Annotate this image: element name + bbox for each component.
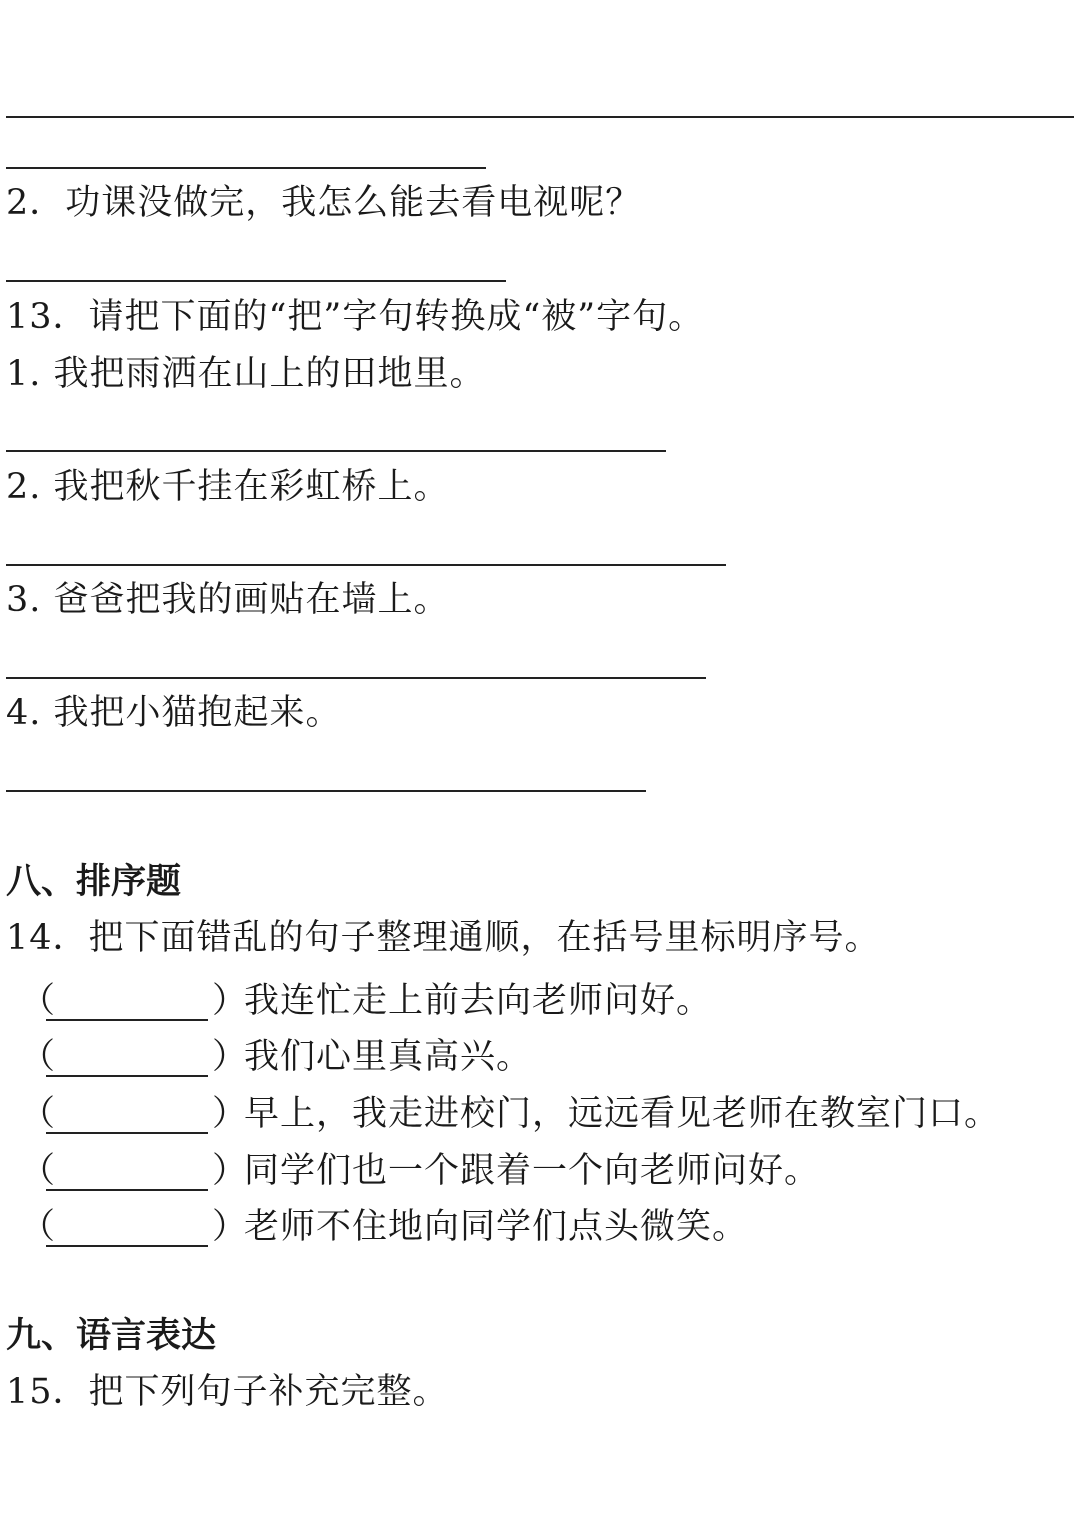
order-number-blank[interactable] xyxy=(46,985,208,1021)
answer-line[interactable] xyxy=(6,116,1074,118)
question-15-prompt: 15．把下列句子补充完整。 xyxy=(6,1372,449,1412)
answer-line[interactable] xyxy=(6,790,646,792)
close-paren: ） xyxy=(212,1207,248,1247)
order-number-blank[interactable] xyxy=(46,1098,208,1134)
question-2-text: 2．功课没做完，我怎么能去看电视呢？ xyxy=(6,183,642,223)
order-sentence: 我们心里真高兴。 xyxy=(244,1037,533,1077)
section-9-heading: 九、语言表达 xyxy=(6,1316,217,1356)
order-sentence: 老师不住地向同学们点头微笑。 xyxy=(244,1207,749,1247)
order-row-5 xyxy=(20,1201,748,1247)
open-paren: （ xyxy=(20,981,56,1021)
q13-item-4: 4. 我把小猫抱起来。 xyxy=(6,693,342,733)
close-paren: ） xyxy=(212,1151,248,1191)
open-paren: （ xyxy=(20,1207,56,1247)
order-sentence: 早上，我走进校门，远远看见老师在教室门口。 xyxy=(244,1094,1001,1134)
order-row-1 xyxy=(20,975,712,1021)
order-sentence: 同学们也一个跟着一个向老师问好。 xyxy=(244,1151,821,1191)
q13-item-2: 2. 我把秋千挂在彩虹桥上。 xyxy=(6,467,450,507)
order-row-2 xyxy=(20,1031,532,1077)
open-paren: （ xyxy=(20,1094,56,1134)
close-paren: ） xyxy=(212,981,248,1021)
close-paren: ） xyxy=(212,1094,248,1134)
close-paren: ） xyxy=(212,1037,248,1077)
order-number-blank[interactable] xyxy=(46,1155,208,1191)
answer-line[interactable] xyxy=(6,564,726,566)
order-sentence: 我连忙走上前去向老师问好。 xyxy=(244,981,713,1021)
question-13-prompt: 13．请把下面的“把”字句转换成“被”字句。 xyxy=(6,297,705,337)
open-paren: （ xyxy=(20,1037,56,1077)
section-8-heading: 八、排序题 xyxy=(6,862,182,902)
answer-line[interactable] xyxy=(6,450,666,452)
q13-item-3: 3. 爸爸把我的画贴在墙上。 xyxy=(6,580,450,620)
order-row-3 xyxy=(20,1088,1000,1134)
order-number-blank[interactable] xyxy=(46,1041,208,1077)
answer-line[interactable] xyxy=(6,677,706,679)
open-paren: （ xyxy=(20,1151,56,1191)
question-14-prompt: 14．把下面错乱的句子整理通顺，在括号里标明序号。 xyxy=(6,918,881,958)
answer-line[interactable] xyxy=(6,280,506,282)
answer-line[interactable] xyxy=(6,167,486,169)
order-number-blank[interactable] xyxy=(46,1211,208,1247)
order-row-4 xyxy=(20,1145,820,1191)
q13-item-1: 1. 我把雨洒在山上的田地里。 xyxy=(6,354,486,394)
